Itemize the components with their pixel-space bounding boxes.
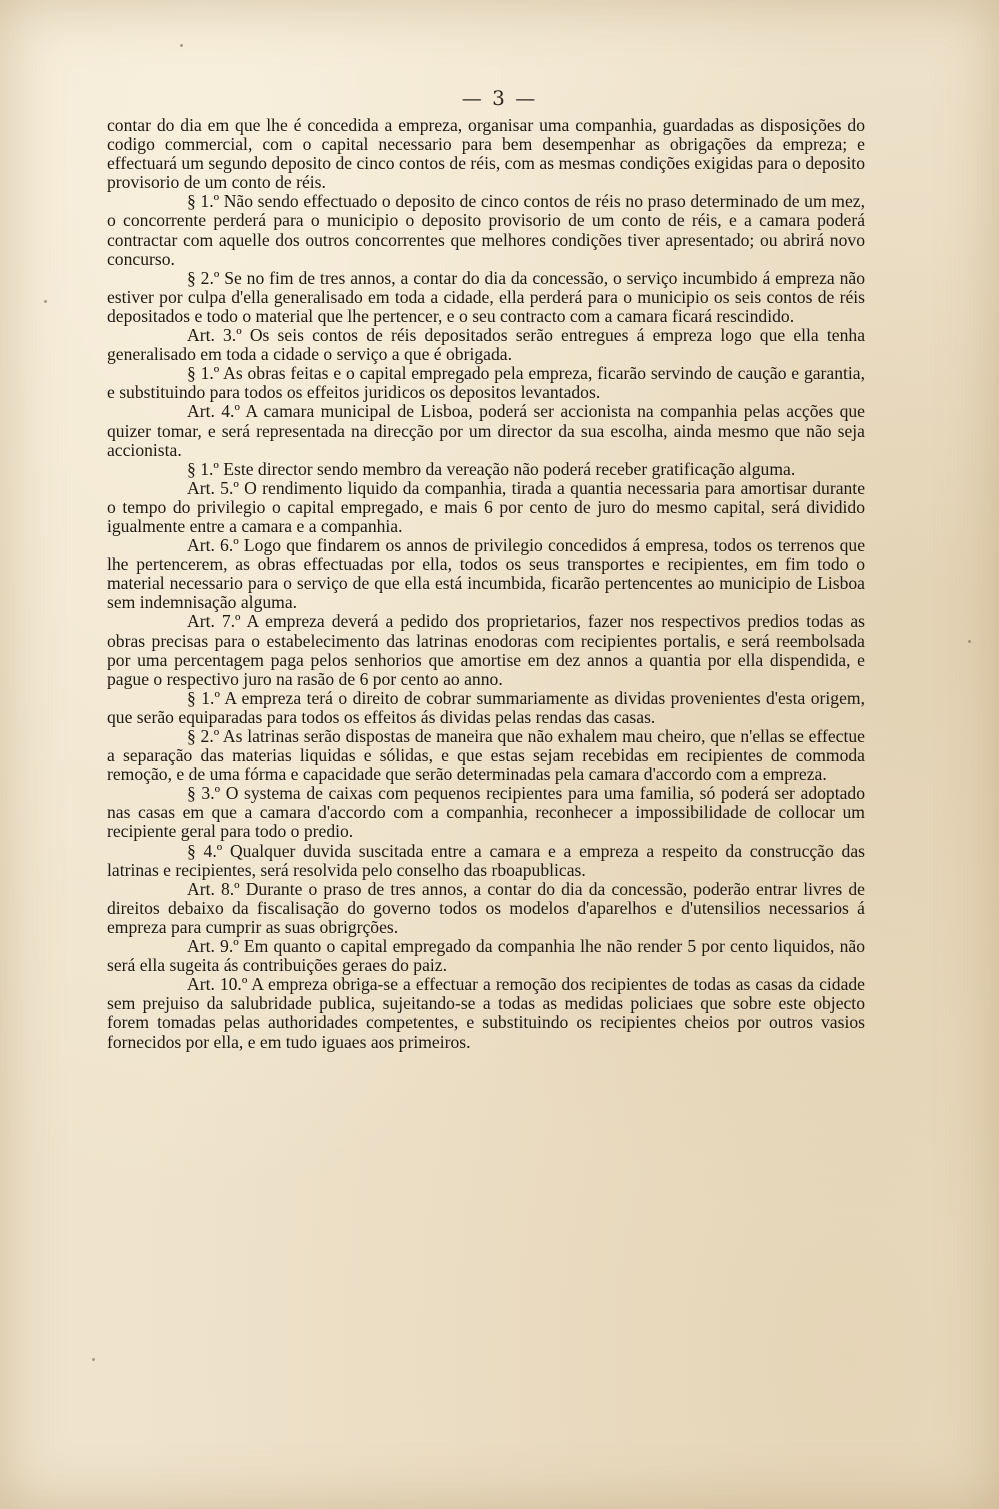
paper-speck [180, 44, 183, 47]
paragraph-article-3: Art. 3.º Os seis contos de réis depositados serão entregues á empreza logo que ella tenha generalisado em toda a cidade o serviço a que é obrigada. [107, 325, 865, 365]
paragraph-section-2: § 2.º Se no fim de tres annos, a contar do dia da concessão, o serviço incumbido á empreza não estiver por culpa d'ella generalisado em toda a cidade, ella perderá para o municipio os seis contos de réis depositados e todo o material que lhe pertencer, e o seu contracto com a camara ficará rescindido. [107, 267, 865, 326]
paragraph-article-7-section-1: § 1.º A empreza terá o direito de cobrar summariamente as dividas provenientes d'esta origem, que serão equiparadas para todos os effeitos ás dividas pelas rendas das casas. [107, 687, 865, 727]
paragraph-article-3-section-1: § 1.º As obras feitas e o capital empregado pela empreza, ficarão servindo de caução e garantia, e substituindo para todos os effeitos juridicos os depositos levantados. [107, 363, 865, 403]
body-text [107, 116, 865, 1052]
paper-speck [968, 640, 971, 643]
paragraph-article-7: Art. 7.º A empreza deverá a pedido dos proprietarios, fazer nos respectivos predios todas as obras precisas para o estabelecimento das latrinas enodoras com recipientes portalis, e será reembolsada por uma percentagem paga pelos senhorios que amortise em dez annos a quantia por ella dispendida, e pague o respectivo juro na rasão de 6 por cento ao anno. [107, 611, 865, 689]
paragraph-article-4: Art. 4.º A camara municipal de Lisboa, poderá ser accionista na companhia pelas acções que quizer tomar, e será representada na direcção por um director da sua escolha, ainda mesmo que não seja accionista. [107, 401, 865, 460]
paragraph-article-10: Art. 10.º A empreza obriga-se a effectuar a remoção dos recipientes de todas as casas da cidade sem prejuiso da salubridade publica, sujeitando-se a todas as medidas policiaes que sobre este objecto forem tomadas pelas authoridades competentes, e substituindo os recipientes cheios por outros vasios fornecidos por ella, e em tudo iguaes aos primeiros. [107, 974, 865, 1052]
paragraph-article-8: Art. 8.º Durante o praso de tres annos, a contar do dia da concessão, poderão entrar livres de direitos debaixo da fiscalisação do governo todos os modelos d'aparelhos e d'utensilios necessarios á empreza para cumprir as suas obrigrções. [107, 878, 865, 937]
paragraph-article-4-section-1: § 1.º Este director sendo membro da vereação não poderá receber gratificação alguma. [187, 458, 796, 479]
paragraph-article-5: Art. 5.º O rendimento liquido da companhia, tirada a quantia necessaria para amortisar durante o tempo do privilegio o capital empregado, e mais 6 por cento de juro do mesmo capital, será dividido igualmente entre a camara e a companhia. [107, 477, 865, 536]
paragraph-article-7-section-4: § 4.º Qualquer duvida suscitada entre a camara e a empreza a respeito da construcção das latrinas e recipientes, será resolvida pelo conselho das rboapublicas. [107, 840, 865, 880]
paper-speck [92, 1358, 95, 1361]
paragraph-article-6: Art. 6.º Logo que findarem os annos de privilegio concedidos á empresa, todos os terrenos que lhe pertencerem, as obras effectuadas por ella, todos os seus transportes e recipientes, em fim todo o material necessario para o serviço de que ella está incumbida, ficarão pertencentes ao municipio de Lisboa sem indemnisação alguma. [107, 535, 865, 613]
paper-speck [44, 300, 47, 303]
paragraph-continuation: contar do dia em que lhe é concedida a empreza, organisar uma companhia, guardadas as disposições do codigo commercial, com o capital necessario para bem desempenhar as obrigações da empreza; e effectuará um segundo deposito de cinco contos de réis, com as mesmas condições exigidas para o deposito provisorio de um conto de réis. [107, 115, 865, 193]
paragraph-article-7-section-2: § 2.º As latrinas serão dispostas de maneira que não exhalem mau cheiro, que n'ellas se effectue a separação das materias liquidas e sólidas, e que estas sejam recebidas em recipientes de commoda remoção, e de uma fórma e capacidade que serão determinadas pela camara d'accordo com a empreza. [107, 726, 865, 785]
paragraph-article-9: Art. 9.º Em quanto o capital empregado da companhia lhe não render 5 por cento liquidos, não será ella sugeita ás contribuições geraes do paiz. [107, 936, 865, 976]
paragraph-article-7-section-3: § 3.º O systema de caixas com pequenos recipientes para uma familia, só poderá ser adoptado nas casas em que a camara d'accordo com a companhia, reconhecer a impossibilidade de collocar um recipiente geral para todo o predio. [107, 783, 865, 842]
page-number: — 3 — [461, 86, 538, 110]
paragraph-section-1: § 1.º Não sendo effectuado o deposito de cinco contos de réis no praso determinado de um mez, o concorrente perderá para o municipio o deposito provisorio de um conto de réis, e a camara poderá contractar com aquelle dos outros concorrentes que melhores condições tiver apresentado; ou abrirá novo concurso. [107, 191, 865, 269]
